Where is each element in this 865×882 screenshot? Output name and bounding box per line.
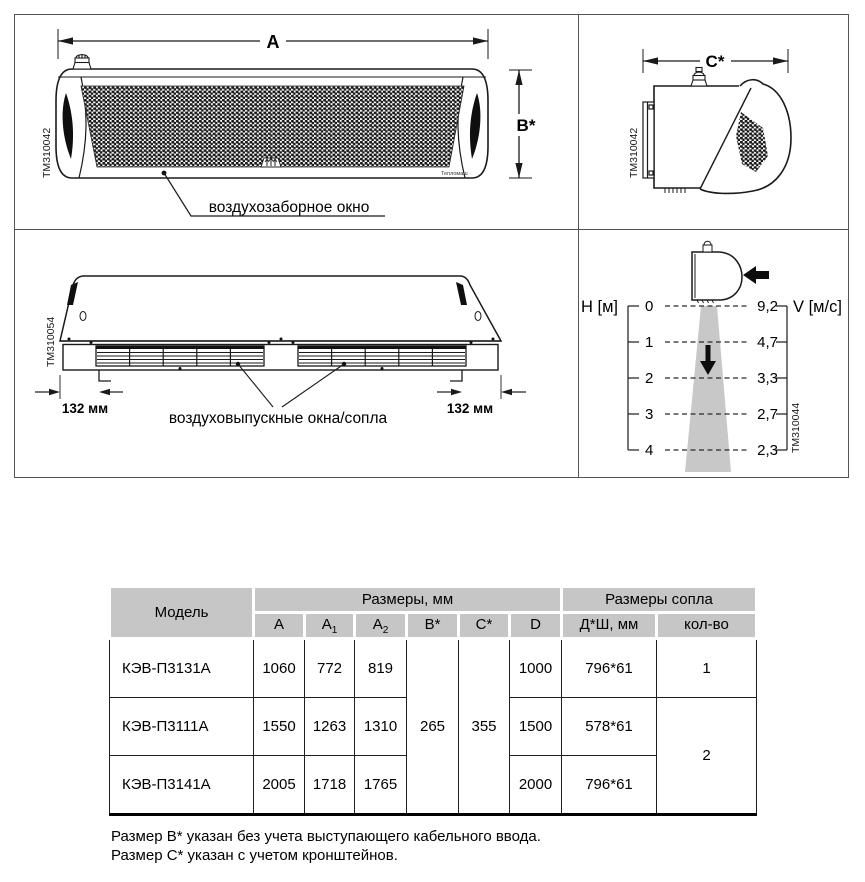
model-cell: КЭВ-П3111А bbox=[110, 698, 254, 756]
model-cell: КЭВ-П3141А bbox=[110, 756, 254, 815]
bottom-view-drawing bbox=[15, 229, 578, 477]
h-tick: 4 bbox=[645, 442, 654, 459]
dim-132-left-label: 132 мм bbox=[61, 401, 109, 416]
intake-grille bbox=[81, 86, 464, 167]
h-tick: 1 bbox=[645, 334, 654, 351]
value-cell: 1500 bbox=[510, 698, 562, 756]
drawing-code: ТМ310054 bbox=[45, 316, 57, 367]
h-tick: 3 bbox=[645, 406, 654, 423]
col-group-dimensions: Размеры, мм bbox=[254, 587, 562, 613]
outlet-windows-label: воздуховыпускные окна/сопла bbox=[168, 410, 388, 427]
value-cell: 1718 bbox=[305, 756, 355, 815]
value-cell: 1 bbox=[657, 639, 757, 698]
drawing-code: ТМ310044 bbox=[790, 402, 802, 453]
col-group-nozzle: Размеры сопла bbox=[562, 587, 757, 613]
table-row bbox=[110, 639, 757, 698]
air-curtain-side bbox=[643, 68, 791, 194]
dim-b-label: В* bbox=[516, 116, 536, 135]
dimensions-table bbox=[108, 585, 758, 816]
dim-132-left bbox=[35, 375, 123, 399]
h-axis-label: H [м] bbox=[581, 298, 619, 316]
dim-132-right-label: 132 мм bbox=[446, 401, 494, 416]
brand-logo: Тепломаш bbox=[441, 171, 468, 177]
value-cell: 1310 bbox=[355, 698, 407, 756]
value-cell: 1550 bbox=[254, 698, 305, 756]
drawing-panel bbox=[14, 14, 849, 478]
outlet-grille-right bbox=[298, 346, 466, 366]
v-value: 4,7 bbox=[757, 334, 778, 351]
front-view-drawing bbox=[15, 15, 578, 228]
col-header-b: В* bbox=[407, 613, 459, 639]
v-value: 2,7 bbox=[757, 406, 778, 423]
v-value: 3,3 bbox=[757, 370, 778, 387]
value-cell: 819 bbox=[355, 639, 407, 698]
airflow-diagram bbox=[579, 229, 848, 477]
col-header-qty: кол-во bbox=[657, 613, 757, 639]
col-header-d: D bbox=[510, 613, 562, 639]
dim-a-label: А bbox=[266, 32, 280, 52]
air-curtain-front bbox=[56, 54, 488, 178]
value-cell: 796*61 bbox=[562, 756, 657, 815]
drawing-code: ТМ310042 bbox=[628, 127, 640, 178]
value-cell: 772 bbox=[305, 639, 355, 698]
cable-gland-icon bbox=[73, 54, 91, 69]
intake-window-label: воздухозаборное окно bbox=[208, 199, 370, 216]
v-axis-label: V [м/с] bbox=[793, 298, 842, 316]
value-cell-qty-merged: 2 bbox=[657, 698, 757, 815]
h-tick: 2 bbox=[645, 370, 654, 387]
footnotes bbox=[111, 827, 541, 865]
fan-mark-icon bbox=[261, 158, 281, 167]
value-cell: 2005 bbox=[254, 756, 305, 815]
value-cell: 2000 bbox=[510, 756, 562, 815]
value-cell: 796*61 bbox=[562, 639, 657, 698]
value-cell: 1000 bbox=[510, 639, 562, 698]
col-header-a1: $А_1$ bbox=[305, 613, 355, 639]
model-cell: КЭВ-П3131А bbox=[110, 639, 254, 698]
v-axis bbox=[776, 306, 787, 450]
footnote-b: Размер В* указан без учета выступающего кабельного ввода. bbox=[111, 828, 541, 845]
col-header-a: А bbox=[254, 613, 305, 639]
value-cell-c-merged: 355 bbox=[459, 639, 510, 815]
value-cell-b-merged: 265 bbox=[407, 639, 459, 815]
drawing-code: ТМ310042 bbox=[41, 127, 53, 178]
v-value: 9,2 bbox=[757, 298, 778, 315]
col-header-a2: $А_2$ bbox=[355, 613, 407, 639]
unit-icon bbox=[692, 241, 742, 303]
value-cell: 1263 bbox=[305, 698, 355, 756]
v-value: 2,3 bbox=[757, 442, 778, 459]
mounting-bracket bbox=[643, 102, 654, 178]
col-header-model: Модель bbox=[110, 587, 254, 639]
intake-arrow-icon bbox=[743, 266, 769, 284]
dim-c-label: C* bbox=[705, 52, 725, 71]
col-header-nozzle-size: Д*Ш, мм bbox=[562, 613, 657, 639]
value-cell: 1765 bbox=[355, 756, 407, 815]
side-view-drawing bbox=[579, 15, 848, 228]
dim-132-right bbox=[437, 375, 526, 399]
value-cell: 578*61 bbox=[562, 698, 657, 756]
col-header-c: С* bbox=[459, 613, 510, 639]
h-tick: 0 bbox=[645, 298, 654, 315]
value-cell: 1060 bbox=[254, 639, 305, 698]
airflow-cone bbox=[685, 306, 731, 472]
footnote-c: Размер С* указан с учетом кронштейнов. bbox=[111, 847, 398, 864]
h-axis bbox=[628, 306, 639, 450]
